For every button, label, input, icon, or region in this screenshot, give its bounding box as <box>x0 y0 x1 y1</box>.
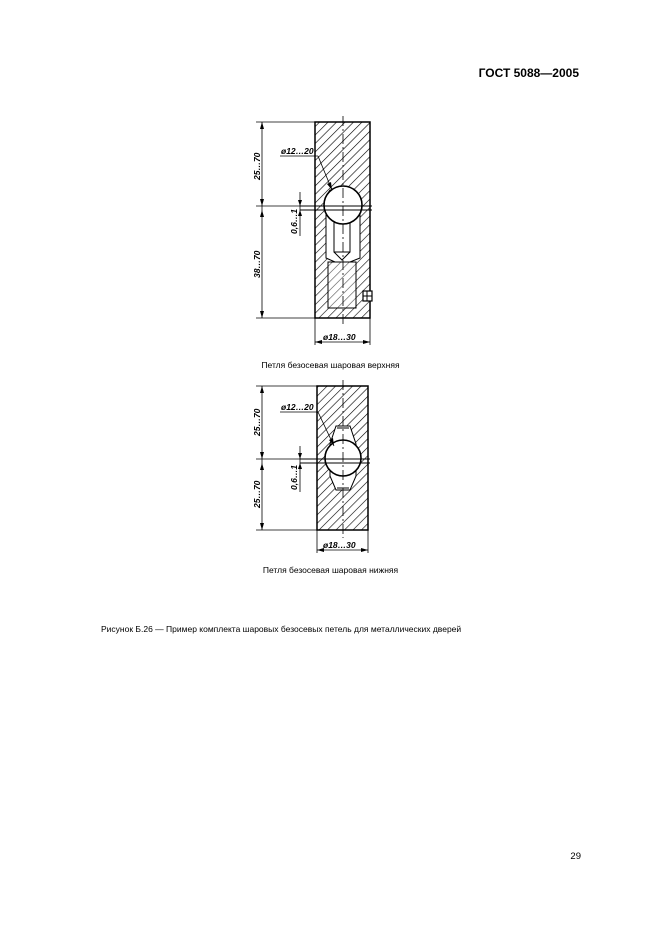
upper-dim-width: ø18…30 <box>323 332 356 342</box>
lower-dim-width: ø18…30 <box>323 540 356 550</box>
lower-dim-height-top: 25…70 <box>252 408 262 436</box>
lower-hinge-drawing <box>252 380 370 553</box>
figure-caption: Рисунок Б.26 — Пример комплекта шаровых безосевых петель для металлических дверей <box>101 624 462 634</box>
lower-dim-height-bottom: 25…70 <box>252 480 262 508</box>
upper-hinge-drawing <box>252 116 372 345</box>
lower-hinge-caption: Петля безосевая шаровая нижняя <box>262 565 399 575</box>
page-number: 29 <box>570 851 581 862</box>
upper-hinge-caption: Петля безосевая шаровая верхняя <box>261 360 400 370</box>
lower-dim-diameter-ball: ø12…20 <box>281 402 314 412</box>
upper-dim-diameter-ball: ø12…20 <box>281 146 314 156</box>
upper-dim-gap: 0,6…1 <box>289 208 299 234</box>
upper-dim-height-bottom: 38…70 <box>252 250 262 278</box>
upper-dim-height-top: 25…70 <box>252 152 262 180</box>
document-header: ГОСТ 5088—2005 <box>478 66 579 80</box>
lower-dim-gap: 0,6…1 <box>289 464 299 490</box>
